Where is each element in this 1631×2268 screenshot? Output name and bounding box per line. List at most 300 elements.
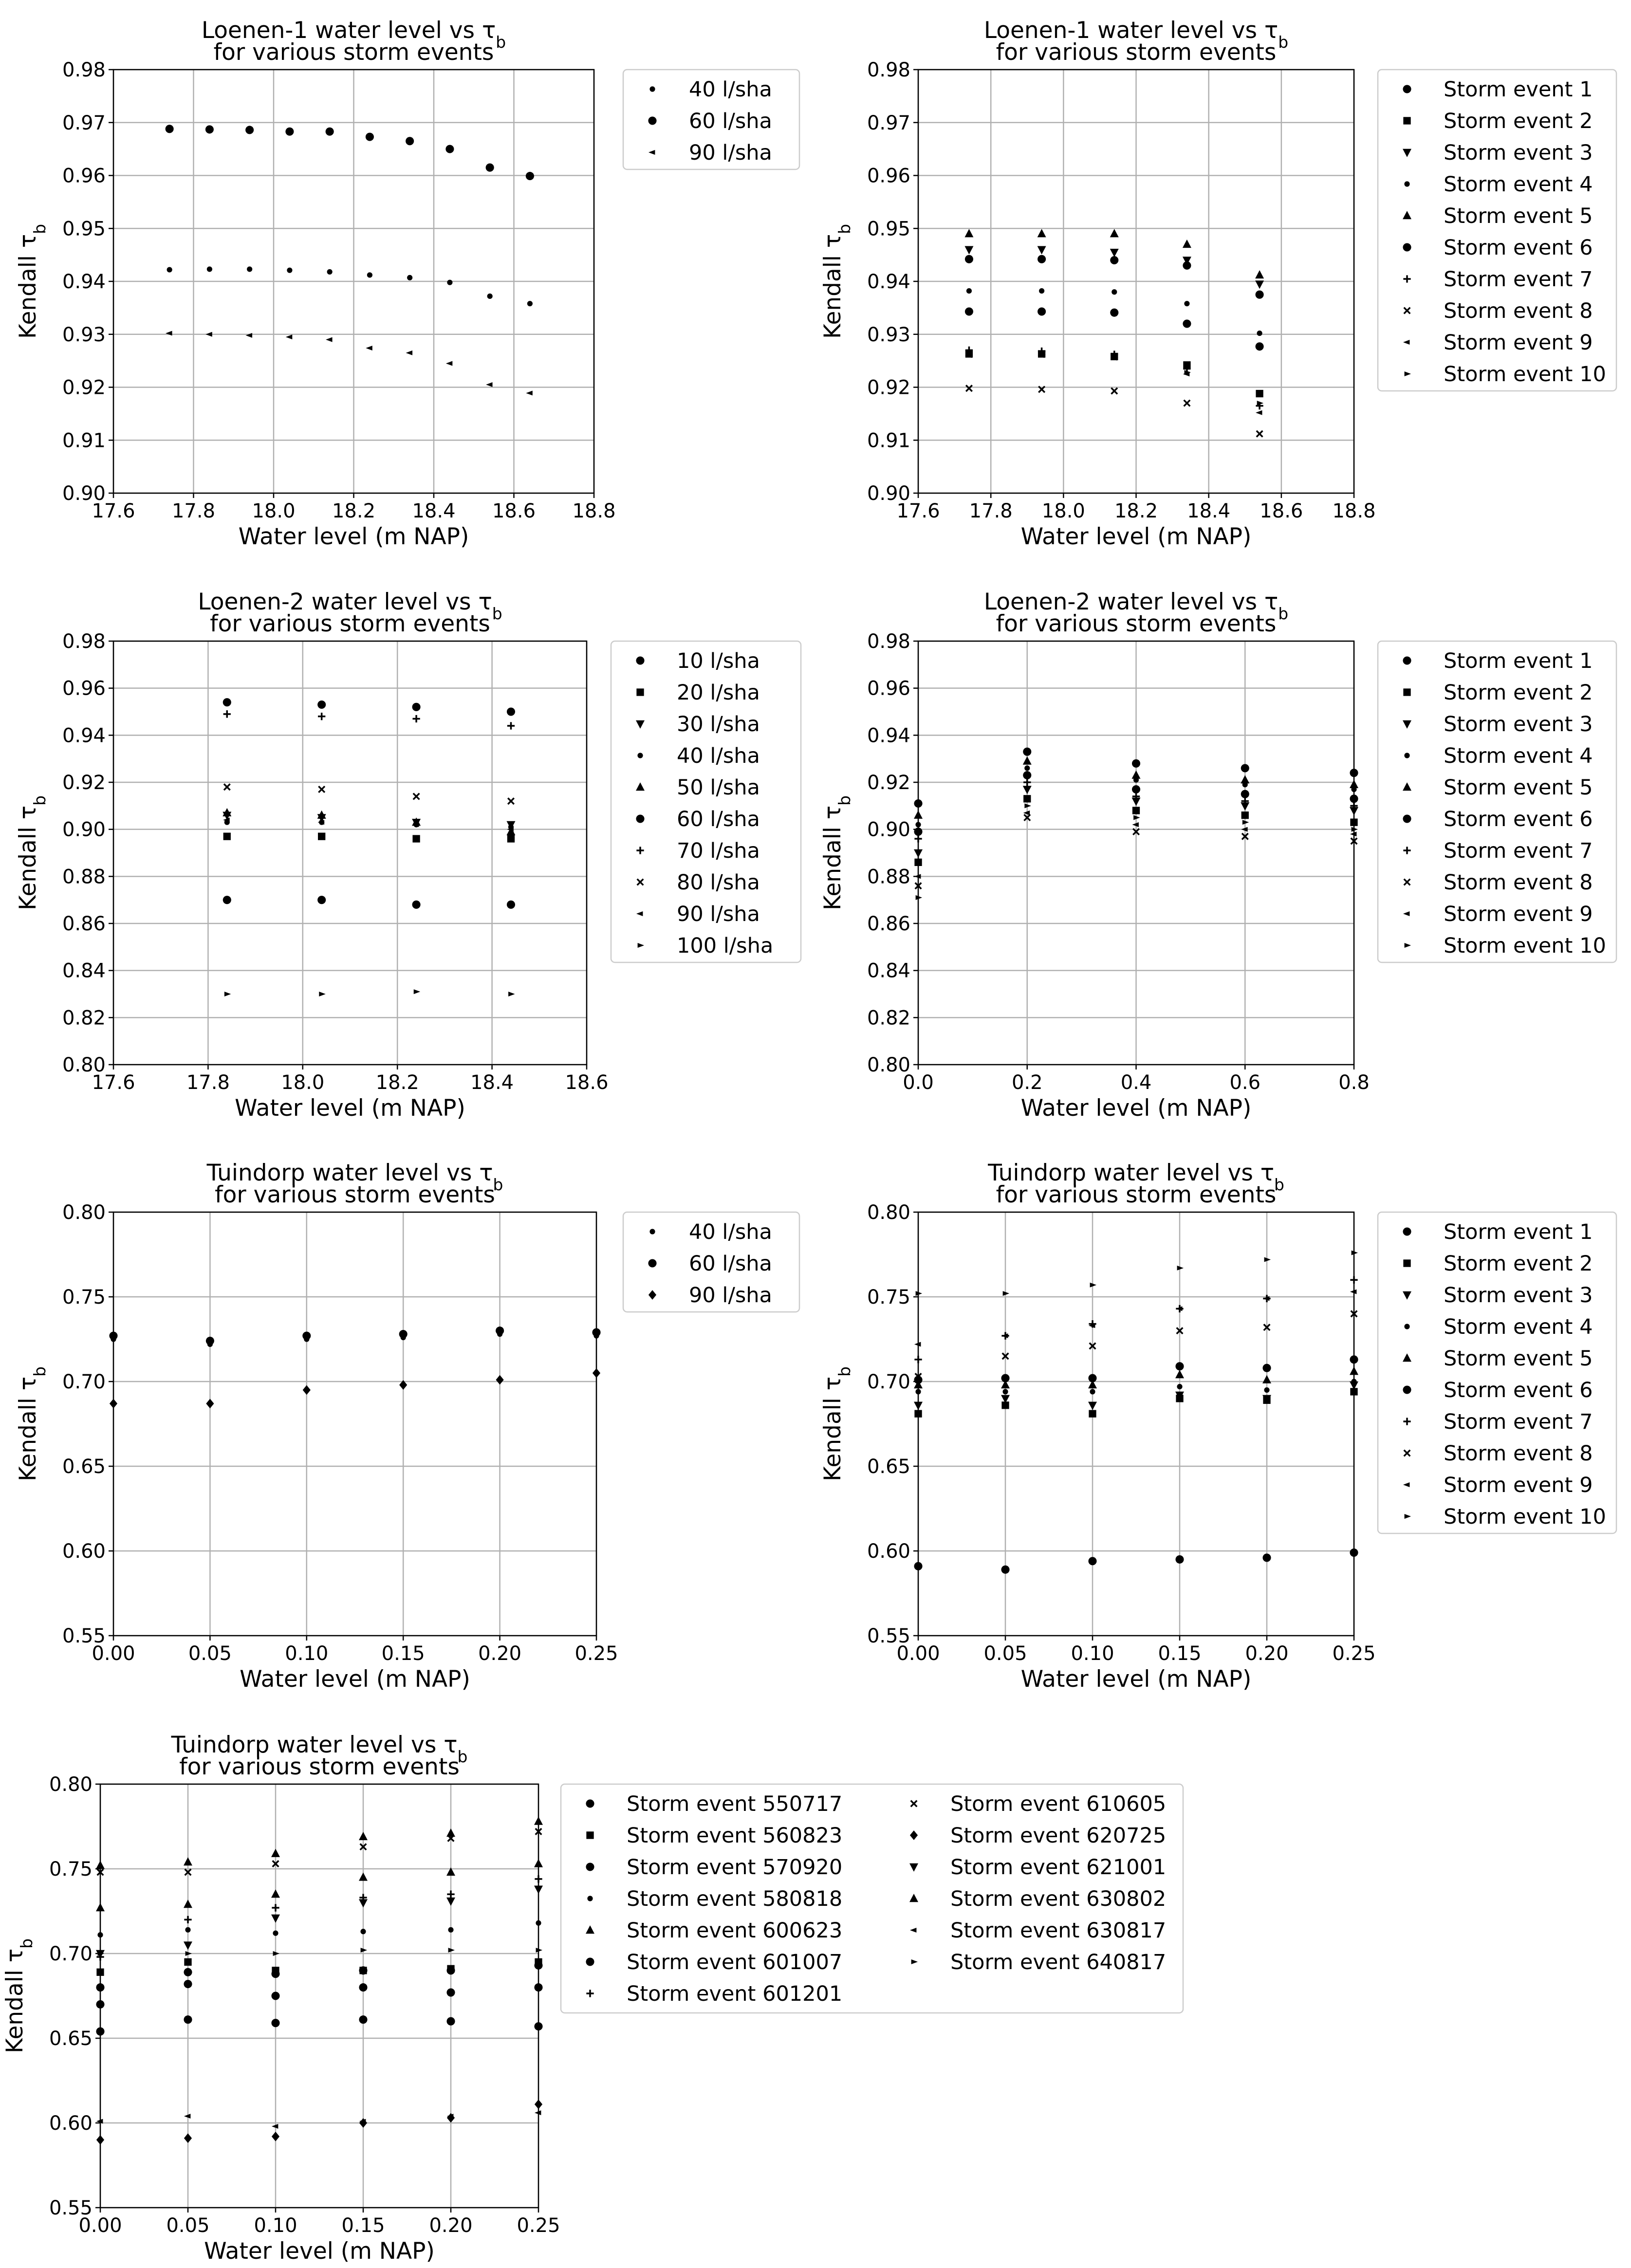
series-1	[914, 1549, 1358, 1574]
legend-marker	[1403, 117, 1410, 124]
data-point	[302, 1331, 311, 1340]
data-point	[1256, 291, 1264, 299]
chart-title-line2: for various storm events	[213, 39, 494, 66]
data-point	[184, 2114, 191, 2119]
legend-label: 20 l/sha	[677, 681, 760, 705]
x-tick-label: 18.4	[412, 500, 456, 522]
data-point	[1132, 771, 1141, 779]
legend-label: Storm event 610605	[950, 1792, 1167, 1816]
series-4	[224, 820, 514, 830]
chart-title: Tuindorp water level vs $\tau_b$	[171, 1732, 468, 1766]
data-point	[1003, 1291, 1010, 1296]
legend-label: Storm event 4	[1444, 172, 1593, 197]
y-tick-label: 0.97	[62, 111, 106, 134]
data-point	[914, 811, 923, 819]
data-point	[412, 703, 421, 711]
data-point	[96, 1861, 105, 1869]
x-axis-label: Water level (m NAP)	[238, 523, 469, 550]
data-point	[1038, 255, 1046, 263]
legend-label: Storm event 1	[1444, 1220, 1593, 1244]
data-point	[359, 1832, 368, 1840]
data-point	[1241, 775, 1249, 783]
data-point	[1256, 342, 1264, 350]
series-3	[110, 1368, 600, 1408]
y-tick-label: 0.94	[867, 724, 910, 747]
chart-title-line2: for various storm events	[996, 610, 1277, 637]
chart-p4	[819, 589, 1616, 1122]
data-point	[96, 1903, 105, 1911]
legend-label: Storm event 640817	[950, 1950, 1167, 1974]
data-point	[526, 172, 534, 180]
data-point	[1350, 794, 1358, 803]
legend-label: 10 l/sha	[677, 649, 760, 673]
y-axis-label: Kendall $\tau_b$	[15, 223, 49, 339]
data-point	[447, 1891, 454, 1898]
legend-label: Storm event 10	[1444, 1505, 1606, 1529]
y-tick-label: 0.97	[867, 111, 910, 134]
legend-label: 60 l/sha	[677, 807, 760, 831]
x-tick-label: 0.15	[1158, 1642, 1202, 1665]
data-point	[487, 294, 493, 299]
series-10	[96, 1886, 543, 1958]
series-10	[224, 989, 515, 996]
data-point	[407, 275, 412, 280]
x-tick-label: 18.4	[470, 1071, 514, 1094]
y-tick-label: 0.82	[62, 1007, 106, 1030]
x-tick-label: 0.25	[1332, 1642, 1376, 1665]
data-point	[319, 992, 326, 996]
data-point	[534, 1983, 542, 1991]
data-point	[446, 1988, 455, 1996]
legend-label: 60 l/sha	[689, 109, 772, 133]
data-point	[592, 1328, 600, 1337]
legend-marker	[1403, 85, 1411, 93]
legend-label: Storm event 3	[1444, 141, 1593, 165]
y-tick-label: 0.80	[867, 1201, 910, 1224]
data-point	[507, 901, 515, 909]
y-tick-label: 0.60	[62, 1540, 106, 1563]
data-point	[1132, 785, 1140, 793]
data-point	[446, 2017, 455, 2026]
series-1	[111, 1331, 599, 1347]
data-point	[166, 331, 172, 336]
legend-label: Storm event 10	[1444, 934, 1606, 958]
legend-label: Storm event 2	[1444, 1252, 1593, 1276]
data-point	[446, 1828, 455, 1837]
data-point	[527, 301, 533, 306]
y-tick-label: 0.92	[867, 772, 910, 794]
data-point	[1132, 822, 1139, 827]
x-tick-label: 18.2	[1114, 500, 1158, 522]
legend-label: Storm event 1	[1444, 649, 1593, 673]
legend-marker	[649, 86, 655, 92]
series-1	[223, 698, 515, 716]
y-tick-label: 0.95	[62, 218, 106, 240]
legend-marker	[1404, 753, 1409, 758]
data-point	[1175, 1362, 1184, 1370]
y-tick-label: 0.55	[867, 1625, 910, 1647]
y-tick-label: 0.80	[62, 1201, 106, 1224]
data-point	[97, 1932, 103, 1937]
data-point	[359, 2118, 367, 2128]
series-1	[96, 1961, 542, 1991]
data-point	[1352, 827, 1358, 832]
x-tick-label: 0.15	[381, 1642, 425, 1665]
data-point	[507, 835, 515, 842]
series-9	[914, 811, 1356, 879]
chart-title-line2: for various storm events	[996, 39, 1277, 66]
series-2	[166, 125, 534, 180]
chart-title-line2: for various storm events	[996, 1181, 1277, 1208]
legend-label: Storm event 1	[1444, 77, 1593, 102]
legend-label: Storm event 4	[1444, 744, 1593, 768]
legend-label: Storm event 10	[1444, 362, 1606, 387]
data-point	[448, 1948, 455, 1953]
x-tick-label: 0.20	[429, 2214, 473, 2237]
data-point	[1090, 1283, 1097, 1288]
y-axis-label: Kendall $\tau_b$	[15, 795, 49, 911]
legend-marker	[1403, 1227, 1411, 1235]
chart-p7	[1, 1732, 1183, 2265]
data-point	[96, 2135, 104, 2145]
legend-label: Storm event 9	[1444, 1473, 1593, 1497]
data-point	[447, 2113, 455, 2123]
data-point	[366, 133, 374, 141]
data-point	[1001, 1374, 1009, 1382]
data-point	[1350, 831, 1357, 836]
data-point	[1350, 769, 1358, 777]
data-point	[508, 992, 515, 996]
legend-label: Storm event 7	[1444, 267, 1593, 292]
x-axis-label: Water level (m NAP)	[235, 1095, 465, 1122]
y-tick-label: 0.95	[867, 218, 910, 240]
chart-title-line2: for various storm events	[210, 610, 490, 637]
data-point	[448, 1927, 453, 1933]
legend-label: Storm event 621001	[950, 1855, 1167, 1880]
y-tick-label: 0.60	[867, 1540, 910, 1563]
data-point	[1001, 1566, 1009, 1574]
data-point	[412, 901, 421, 909]
data-point	[1132, 759, 1140, 768]
y-axis-label: Kendall $\tau_b$	[1, 1938, 36, 2054]
data-point	[271, 1849, 280, 1857]
data-point	[1112, 289, 1117, 295]
data-point	[447, 1965, 454, 1973]
data-point	[184, 1857, 192, 1865]
data-point	[535, 2110, 541, 2115]
data-point	[412, 715, 420, 722]
legend-marker	[586, 1799, 594, 1807]
x-tick-label: 17.6	[92, 500, 135, 522]
series-5	[96, 1859, 543, 1912]
series-6	[96, 1980, 542, 2009]
data-point	[359, 1873, 368, 1881]
data-point	[914, 1402, 923, 1410]
data-point	[406, 137, 414, 145]
chart-p2	[819, 17, 1616, 550]
axes-frame	[918, 1212, 1354, 1636]
legend-label: Storm event 570920	[627, 1855, 843, 1880]
data-point	[184, 1958, 191, 1966]
data-point	[185, 1951, 192, 1956]
data-point	[1110, 249, 1119, 257]
legend-label: Storm event 7	[1444, 839, 1593, 863]
data-point	[1257, 431, 1263, 437]
legend-label: Storm event 620725	[950, 1824, 1167, 1848]
y-tick-label: 0.82	[867, 1007, 910, 1030]
legend-marker	[648, 1259, 656, 1267]
legend-label: Storm event 600623	[627, 1918, 843, 1943]
data-point	[272, 1904, 279, 1911]
data-point	[245, 126, 254, 134]
data-point	[166, 125, 174, 133]
data-point	[535, 1958, 542, 1966]
data-point	[536, 1920, 541, 1926]
data-point	[272, 1967, 279, 1974]
legend-label: Storm event 6	[1444, 236, 1593, 260]
data-point	[287, 268, 292, 273]
data-point	[1262, 1375, 1271, 1383]
data-point	[486, 382, 493, 387]
y-tick-label: 0.80	[62, 1054, 106, 1076]
y-tick-label: 0.96	[867, 677, 910, 700]
legend-marker	[1403, 688, 1410, 696]
series-3	[166, 331, 533, 396]
y-axis-label: Kendall $\tau_b$	[819, 1366, 854, 1482]
y-tick-label: 0.92	[62, 772, 106, 794]
y-tick-label: 0.96	[62, 677, 106, 700]
data-point	[272, 2124, 278, 2129]
data-point	[508, 798, 514, 804]
chart-title-line2: for various storm events	[215, 1181, 495, 1208]
data-point	[1241, 764, 1249, 772]
x-tick-label: 0.4	[1120, 1071, 1152, 1094]
series-3	[222, 811, 515, 829]
y-tick-label: 0.92	[867, 376, 910, 399]
data-point	[1351, 1379, 1356, 1384]
legend-label: 50 l/sha	[677, 775, 760, 800]
y-tick-label: 0.70	[62, 1371, 106, 1393]
data-point	[447, 280, 452, 285]
data-point	[1111, 388, 1117, 394]
data-point	[1256, 390, 1263, 397]
data-point	[367, 272, 372, 277]
chart-title: Tuindorp water level vs $\tau_b$	[206, 1160, 503, 1194]
legend-label: Storm event 2	[1444, 681, 1593, 705]
data-point	[1023, 778, 1031, 786]
y-tick-label: 0.93	[62, 323, 106, 346]
data-point	[1264, 1257, 1271, 1262]
x-tick-label: 18.8	[572, 500, 616, 522]
y-tick-label: 0.96	[867, 165, 910, 187]
data-point	[1002, 1389, 1008, 1394]
x-tick-label: 0.00	[896, 1642, 940, 1665]
x-axis-label: Water level (m NAP)	[1020, 523, 1252, 550]
legend-label: 100 l/sha	[677, 934, 774, 958]
data-point	[534, 2022, 542, 2030]
x-tick-label: 18.2	[332, 500, 376, 522]
data-point	[914, 835, 922, 842]
data-point	[964, 229, 973, 237]
legend-marker	[636, 814, 644, 823]
y-tick-label: 0.90	[867, 482, 910, 505]
legend-label: Storm event 2	[1444, 109, 1593, 133]
legend-marker	[1403, 814, 1411, 823]
series-7	[223, 710, 515, 729]
x-tick-label: 18.6	[565, 1071, 609, 1094]
data-point	[1352, 1251, 1358, 1255]
legend-marker	[586, 1957, 594, 1966]
data-point	[184, 2015, 192, 2024]
data-point	[1242, 811, 1249, 819]
legend-marker	[1403, 1259, 1410, 1267]
y-tick-label: 0.88	[62, 866, 106, 888]
data-point	[914, 799, 922, 808]
data-point	[1089, 1410, 1096, 1417]
y-tick-label: 0.80	[867, 1054, 910, 1076]
data-point	[110, 1399, 117, 1408]
y-tick-label: 0.90	[867, 818, 910, 841]
legend-label: Storm event 9	[1444, 331, 1593, 355]
x-tick-label: 0.0	[903, 1071, 934, 1094]
series-6	[223, 896, 515, 909]
data-point	[1350, 1366, 1358, 1375]
series-3	[964, 246, 1264, 289]
data-point	[1183, 319, 1191, 328]
data-point	[271, 1991, 279, 2000]
data-point	[207, 266, 212, 272]
x-tick-label: 17.8	[969, 500, 1013, 522]
data-point	[359, 1967, 367, 1974]
x-axis-label: Water level (m NAP)	[204, 2238, 435, 2265]
data-point	[966, 288, 972, 294]
x-tick-label: 0.10	[254, 2214, 297, 2237]
legend-label: Storm event 630817	[950, 1918, 1167, 1943]
x-tick-label: 18.2	[375, 1071, 419, 1094]
legend-marker	[648, 116, 656, 125]
data-point	[413, 793, 420, 800]
data-point	[205, 125, 214, 133]
legend-label: Storm event 9	[1444, 902, 1593, 926]
y-tick-label: 0.96	[62, 165, 106, 187]
data-point	[1184, 301, 1189, 306]
data-point	[326, 337, 333, 342]
data-point	[445, 145, 454, 153]
y-tick-label: 0.98	[62, 59, 106, 81]
data-point	[1023, 795, 1031, 802]
y-tick-label: 0.86	[867, 913, 910, 935]
x-tick-label: 18.8	[1332, 500, 1376, 522]
legend-label: Storm event 601007	[627, 1950, 843, 1974]
data-point	[1264, 1387, 1269, 1393]
data-point	[223, 710, 231, 718]
data-point	[167, 267, 172, 272]
x-tick-label: 0.15	[341, 2214, 385, 2237]
data-point	[184, 2133, 192, 2143]
data-point	[247, 266, 252, 272]
legend-label: Storm event 6	[1444, 1378, 1593, 1402]
data-point	[317, 896, 326, 904]
legend-label: 90 l/sha	[677, 902, 760, 926]
legend-label: 80 l/sha	[677, 870, 760, 895]
x-axis-label: Water level (m NAP)	[1020, 1095, 1252, 1122]
y-tick-label: 0.65	[49, 2028, 93, 2050]
x-tick-label: 18.6	[1260, 500, 1303, 522]
x-tick-label: 17.6	[896, 500, 940, 522]
data-point	[1088, 1557, 1096, 1565]
data-point	[535, 2100, 542, 2109]
series-10	[916, 803, 1358, 900]
chart-p1	[15, 17, 799, 550]
legend-label: Storm event 560823	[627, 1824, 843, 1848]
data-point	[1255, 270, 1264, 278]
data-point	[1110, 229, 1119, 237]
data-point	[206, 1337, 214, 1345]
x-tick-label: 0.8	[1338, 1071, 1370, 1094]
chart-title: Tuindorp water level vs $\tau_b$	[988, 1160, 1284, 1194]
y-tick-label: 0.90	[62, 818, 106, 841]
data-point	[206, 1399, 214, 1408]
series-5	[914, 1366, 1358, 1388]
data-point	[1038, 246, 1046, 255]
data-point	[223, 698, 231, 706]
legend-marker	[636, 656, 644, 664]
data-point	[246, 333, 253, 338]
data-point	[271, 1889, 280, 1898]
chart-title-line2: for various storm events	[179, 1753, 460, 1780]
data-point	[446, 1898, 455, 1906]
data-point	[1132, 807, 1140, 814]
data-point	[412, 835, 420, 842]
data-point	[271, 1915, 280, 1923]
y-tick-label: 0.91	[867, 429, 910, 452]
series-2	[109, 1327, 600, 1345]
data-point	[224, 992, 231, 996]
data-point	[1350, 819, 1357, 826]
legend-marker	[586, 1862, 594, 1871]
data-point	[1088, 1374, 1096, 1382]
data-point	[1090, 1389, 1095, 1394]
legend-marker	[1404, 1324, 1409, 1329]
data-point	[1023, 771, 1031, 779]
series-8	[224, 784, 514, 804]
legend-marker	[1403, 243, 1411, 251]
series-11	[96, 1817, 543, 1869]
data-point	[96, 1969, 104, 1976]
data-point	[914, 1410, 922, 1417]
x-tick-label: 0.00	[78, 2214, 122, 2237]
legend-marker	[587, 1896, 593, 1901]
data-point	[1183, 240, 1191, 248]
series-2	[96, 1958, 542, 1976]
legend-label: Storm event 3	[1444, 712, 1593, 737]
data-point	[1023, 748, 1031, 756]
y-tick-label: 0.55	[62, 1625, 106, 1647]
y-tick-label: 0.93	[867, 323, 910, 346]
series-7	[96, 1875, 542, 1960]
y-tick-label: 0.84	[867, 959, 910, 982]
data-point	[184, 1980, 192, 1988]
data-point	[1110, 256, 1118, 264]
legend-label: Storm event 4	[1444, 1315, 1593, 1339]
data-point	[271, 2019, 279, 2027]
x-tick-label: 17.8	[186, 1071, 230, 1094]
legend-label: Storm event 630802	[950, 1887, 1167, 1911]
data-point	[914, 1562, 922, 1570]
legend-marker	[586, 1831, 593, 1839]
series-3	[96, 2015, 542, 2035]
legend-label: Storm event 8	[1444, 299, 1593, 323]
